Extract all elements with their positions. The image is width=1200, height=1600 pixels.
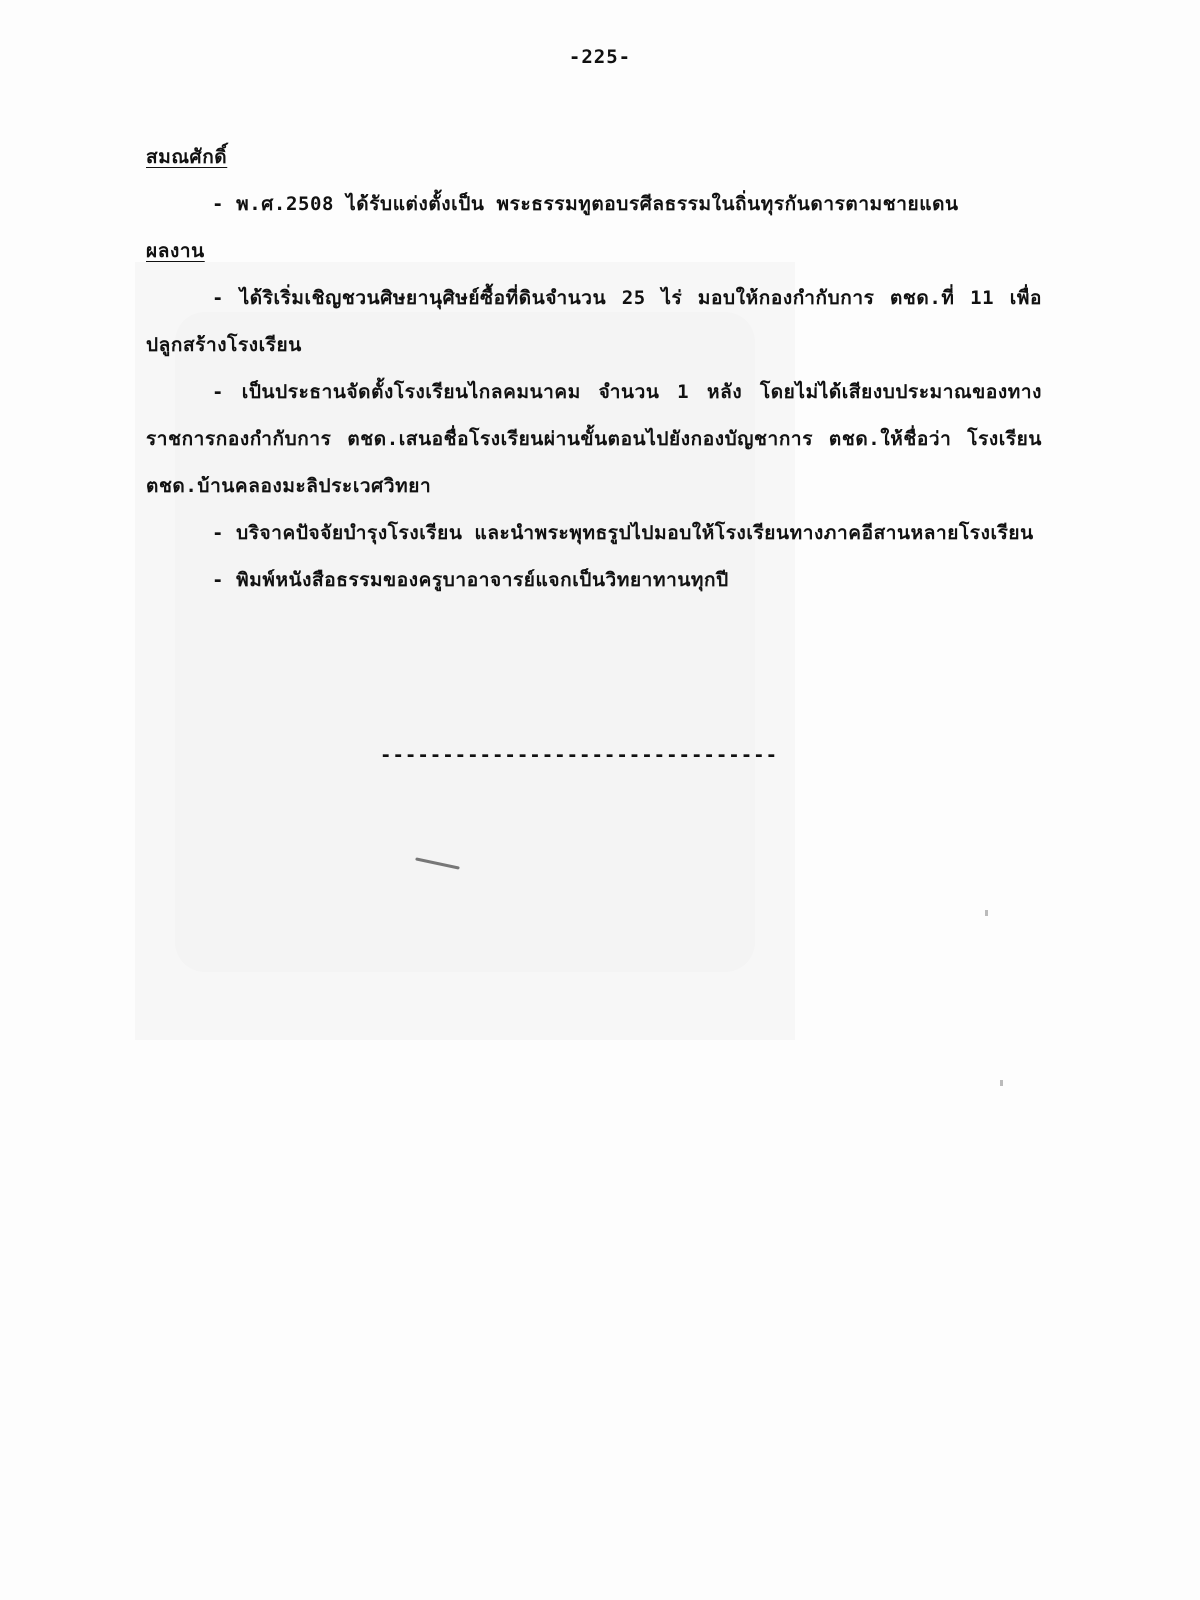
section-heading-rank: สมณศักดิ์ [146,146,228,168]
works-item: - บริจาคปัจจัยบำรุงโรงเรียน และนำพระพุทธรูปไปมอบให้โรงเรียนทางภาคอีสานหลายโรงเรียน [212,522,1034,544]
works-item: - ได้ริเริ่มเชิญชวนศิษยานุศิษย์ซื้อที่ดินจำนวน 25 ไร่ มอบให้กองกำกับการ ตชด.ที่ 11 เพื่อปลูกสร้างโรงเรียน [146,287,1042,356]
rank-item: - พ.ศ.2508 ได้รับแต่งตั้งเป็น พระธรรมทูตอบรศีลธรรมในถิ่นทุรกันดารตามชายแดน [212,193,959,215]
scan-speck [985,910,988,916]
works-item: - เป็นประธานจัดตั้งโรงเรียนไกลคมนาคม จำนวน 1 หลัง โดยไม่ได้เสียงบประมาณของทางราชการกองกำกับการ ตชด.เสนอชื่อโรงเรียนผ่านขั้นตอนไปยังกองบัญชาการ ตชด.ให้ชื่อว่า โรงเรียน ตชด.บ้านคลองมะลิประเวศวิทยา [146,381,1042,497]
scan-speck [1000,1080,1003,1086]
section-heading-works: ผลงาน [146,240,205,262]
works-item: - พิมพ์หนังสือธรรมของครูบาอาจารย์แจกเป็นวิทยาทานทุกปี [212,569,729,591]
document-body [146,134,1042,604]
end-separator: -------------------------------- [380,744,779,766]
page-number: -225- [568,46,632,68]
